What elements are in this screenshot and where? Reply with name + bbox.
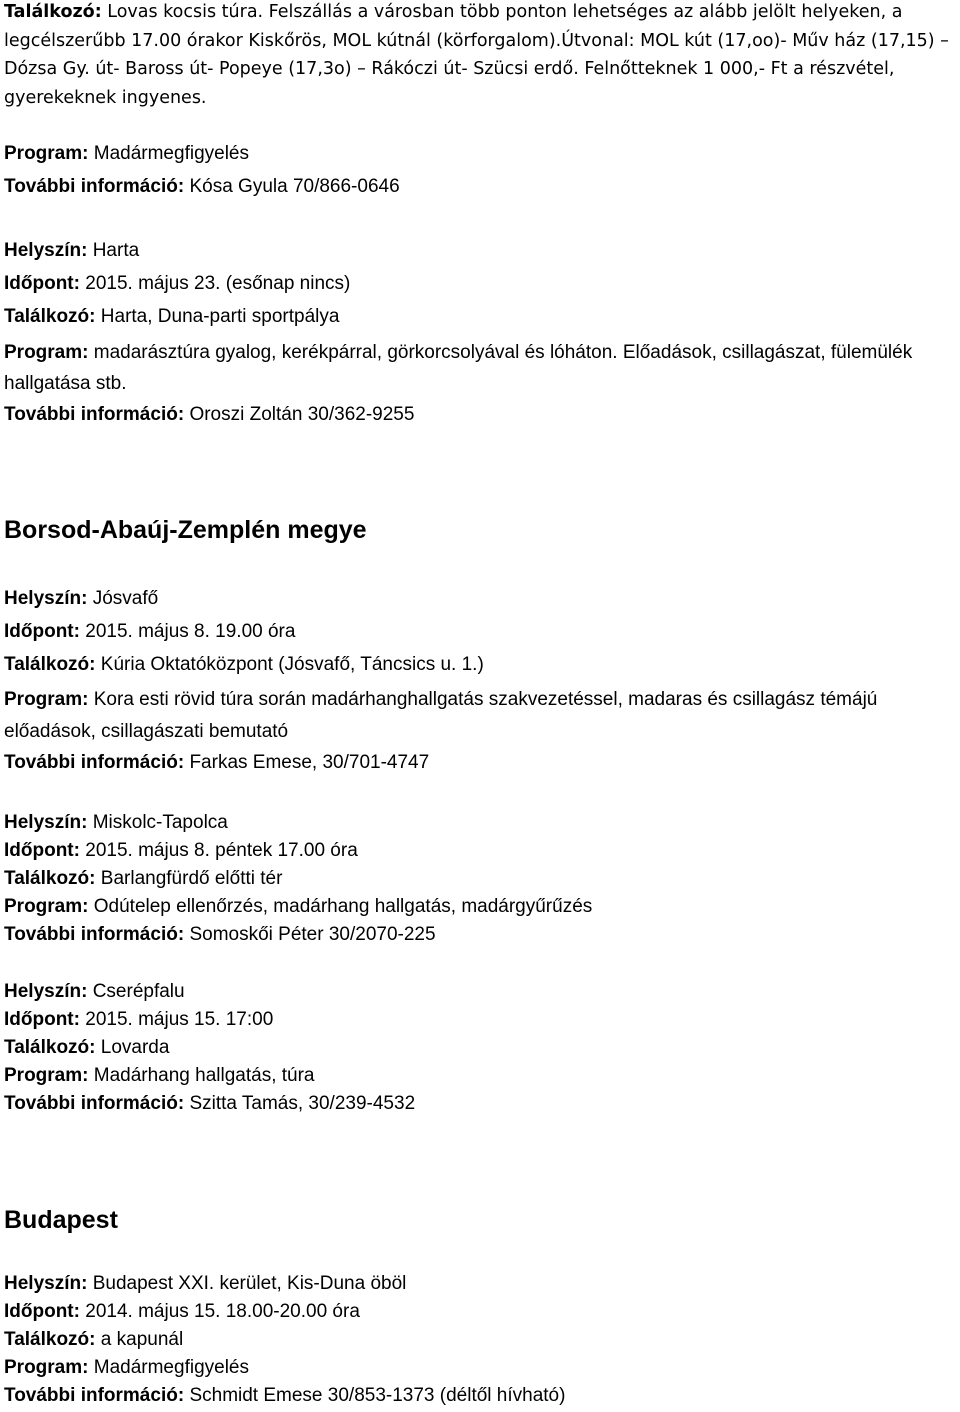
location-value: Cserépfalu xyxy=(87,981,185,1002)
meeting-label: Találkozó: xyxy=(4,1037,96,1058)
time-value: 2015. május 15. 17:00 xyxy=(79,1009,274,1030)
time-value: 2014. május 15. 18.00-20.00 óra xyxy=(79,1301,360,1322)
time-label: Időpont: xyxy=(4,840,80,861)
meeting-value: Lovarda xyxy=(95,1037,170,1058)
harta-program-paragraph xyxy=(4,337,956,399)
miskolc-program-line xyxy=(4,895,592,919)
miskolc-location-line xyxy=(4,811,228,835)
info-value: Szitta Tamás, 30/239-4532 xyxy=(184,1093,416,1114)
meeting-value: Kúria Oktatóközpont (Jósvafő, Táncsics u. 1.) xyxy=(95,654,484,675)
info-label: További információ: xyxy=(4,1385,185,1406)
budapest-program-line xyxy=(4,1356,249,1380)
program-label: Program: xyxy=(4,143,89,164)
meeting-label: Találkozó: xyxy=(4,868,96,889)
program-value: Kora esti rövid túra során madárhanghallgatás szakvezetéssel, madaras és csillagász témájú előadások, csillagászati bemutató xyxy=(4,689,878,742)
time-value: 2015. május 8. 19.00 óra xyxy=(79,621,296,642)
josvafo-meeting-line xyxy=(4,653,484,677)
harta-meeting-line xyxy=(4,305,339,329)
miskolc-info-line xyxy=(4,923,436,947)
intro-program-line xyxy=(4,142,249,166)
program-value: Madárhang hallgatás, túra xyxy=(88,1065,315,1086)
budapest-info-line xyxy=(4,1384,565,1408)
program-label: Program: xyxy=(4,896,89,917)
section-heading-budapest: Budapest xyxy=(4,1206,118,1234)
time-label: Időpont: xyxy=(4,273,80,294)
location-value: Jósvafő xyxy=(87,588,159,609)
harta-time-line xyxy=(4,272,350,296)
info-label: További információ: xyxy=(4,176,185,197)
program-value: Odútelep ellenőrzés, madárhang hallgatás, madárgyűrűzés xyxy=(88,896,593,917)
section-heading-borsod: Borsod-Abaúj-Zemplén megye xyxy=(4,516,367,544)
time-label: Időpont: xyxy=(4,1301,80,1322)
info-value: Kósa Gyula 70/866-0646 xyxy=(184,176,400,197)
meeting-value: Lovas kocsis túra. Felszállás a városban több ponton lehetséges az alább jelölt helyeken, a legcélszerűbb 17.00 órakor Kiskőrös, MOL kútnál (körforgalom).Útvonal: MOL kút (17,oo)- Műv ház (17,15) – Dózsa Gy. út- Baross út- Popeye (17,3o) – Rákóczi út- Szücsi erdő. Felnőtteknek 1 000,- Ft a részvétel, gyerekeknek ingyenes. xyxy=(4,2,949,108)
info-value: Schmidt Emese 30/853-1373 (déltől hívható) xyxy=(184,1385,566,1406)
josvafo-location-line xyxy=(4,587,158,611)
miskolc-time-line xyxy=(4,839,358,863)
time-value: 2015. május 23. (esőnap nincs) xyxy=(79,273,351,294)
meeting-value: a kapunál xyxy=(95,1329,184,1350)
program-value: Madármegfigyelés xyxy=(88,143,249,164)
info-label: További információ: xyxy=(4,924,185,945)
time-label: Időpont: xyxy=(4,621,80,642)
location-label: Helyszín: xyxy=(4,981,88,1002)
program-label: Program: xyxy=(4,1357,89,1378)
program-value: Madármegfigyelés xyxy=(88,1357,249,1378)
info-label: További információ: xyxy=(4,1093,185,1114)
meeting-label: Találkozó: xyxy=(4,654,96,675)
intro-meeting-paragraph xyxy=(4,0,956,112)
meeting-value: Barlangfürdő előtti tér xyxy=(95,868,283,889)
program-label: Program: xyxy=(4,342,89,363)
info-value: Farkas Emese, 30/701-4747 xyxy=(184,752,430,773)
harta-info-line xyxy=(4,403,414,427)
budapest-meeting-line xyxy=(4,1328,183,1352)
meeting-label: Találkozó: xyxy=(4,2,102,22)
intro-info-line xyxy=(4,175,400,199)
program-label: Program: xyxy=(4,689,89,710)
budapest-time-line xyxy=(4,1300,360,1324)
cserepfalu-location-line xyxy=(4,980,185,1004)
location-value: Harta xyxy=(87,240,140,261)
cserepfalu-meeting-line xyxy=(4,1036,169,1060)
info-label: További információ: xyxy=(4,404,185,425)
location-label: Helyszín: xyxy=(4,812,88,833)
miskolc-meeting-line xyxy=(4,867,282,891)
budapest-location-line xyxy=(4,1272,406,1296)
cserepfalu-program-line xyxy=(4,1064,315,1088)
meeting-value: Harta, Duna-parti sportpálya xyxy=(95,306,340,327)
cserepfalu-info-line xyxy=(4,1092,415,1116)
meeting-label: Találkozó: xyxy=(4,1329,96,1350)
program-value: madarásztúra gyalog, kerékpárral, görkorcsolyával és lóháton. Előadások, csillagászat, fülemülék hallgatása stb. xyxy=(4,342,913,394)
location-value: Miskolc-Tapolca xyxy=(87,812,228,833)
info-label: További információ: xyxy=(4,752,185,773)
info-value: Oroszi Zoltán 30/362-9255 xyxy=(184,404,415,425)
cserepfalu-time-line xyxy=(4,1008,273,1032)
time-value: 2015. május 8. péntek 17.00 óra xyxy=(79,840,358,861)
meeting-label: Találkozó: xyxy=(4,306,96,327)
program-label: Program: xyxy=(4,1065,89,1086)
location-value: Budapest XXI. kerület, Kis-Duna öböl xyxy=(87,1273,407,1294)
time-label: Időpont: xyxy=(4,1009,80,1030)
info-value: Somoskői Péter 30/2070-225 xyxy=(184,924,436,945)
josvafo-time-line xyxy=(4,620,295,644)
location-label: Helyszín: xyxy=(4,588,88,609)
harta-location-line xyxy=(4,239,139,263)
josvafo-program-paragraph xyxy=(4,684,956,748)
josvafo-info-line xyxy=(4,751,429,775)
location-label: Helyszín: xyxy=(4,240,88,261)
location-label: Helyszín: xyxy=(4,1273,88,1294)
